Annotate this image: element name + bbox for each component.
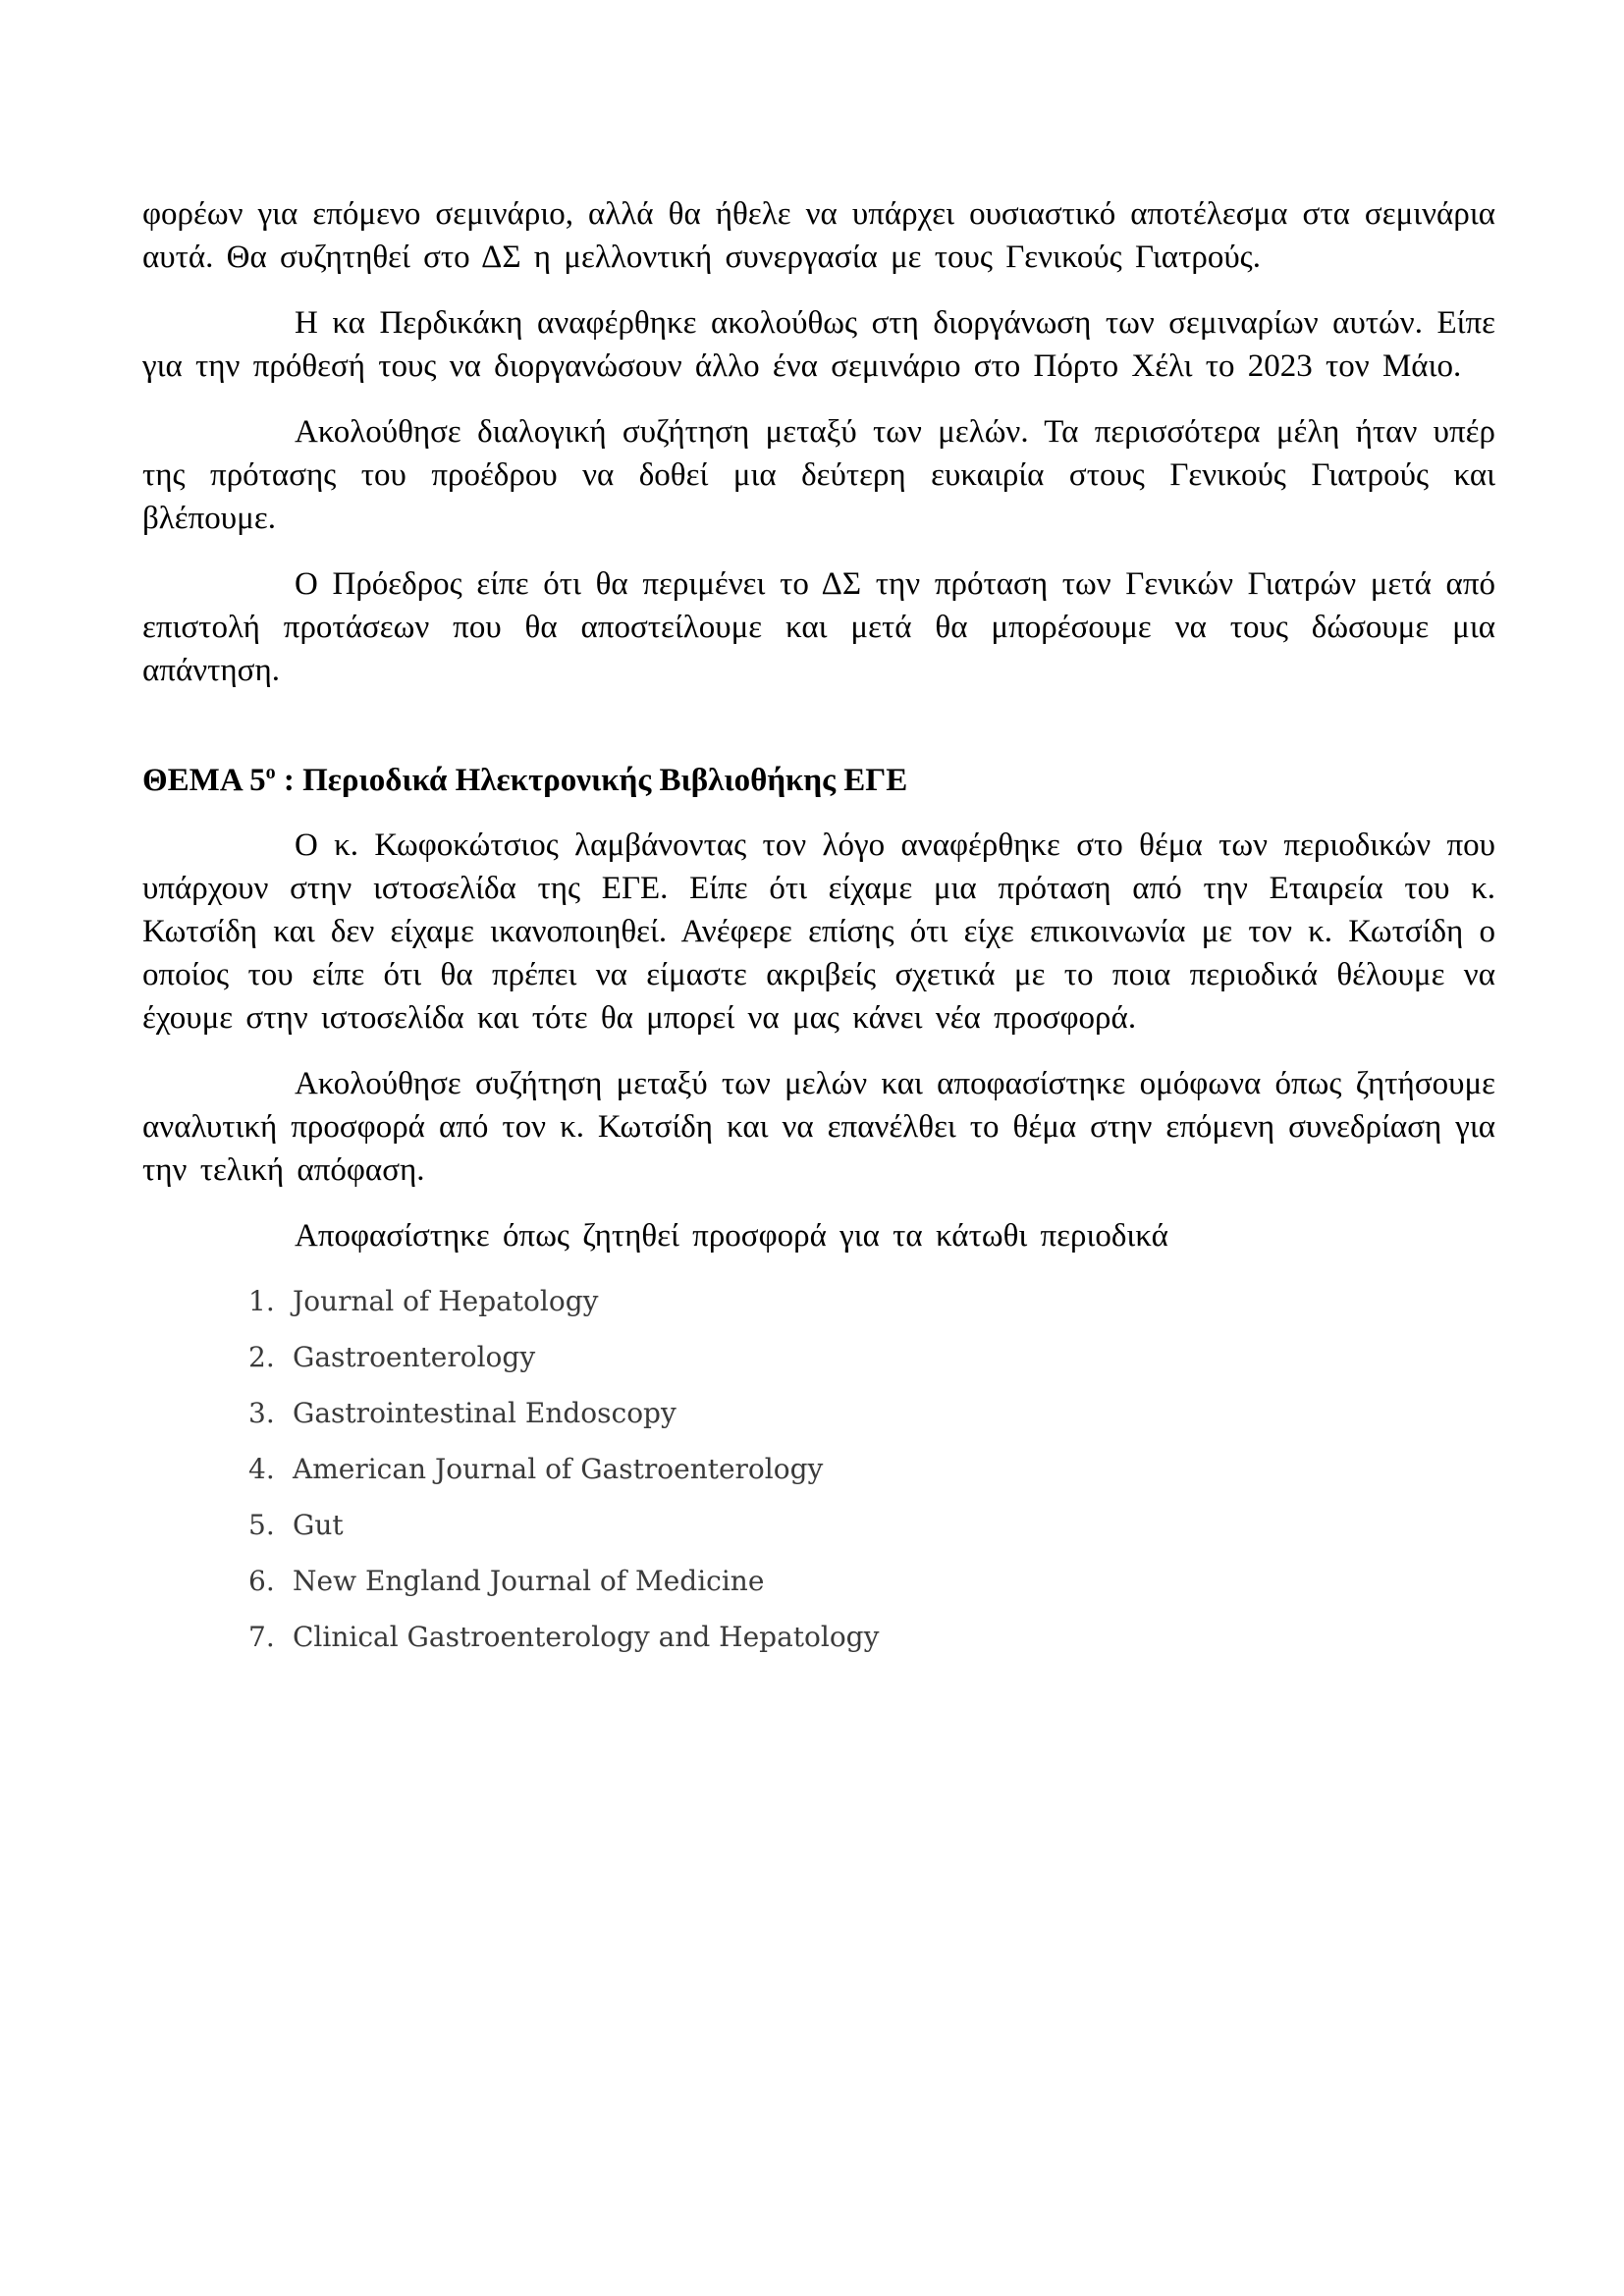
journal-list-item	[142, 1448, 1495, 1491]
topic-heading-title: : Περιοδικά Ηλεκτρονικής Βιβλιοθήκης ΕΓΕ	[275, 763, 908, 798]
paragraph: Η κα Περδικάκη αναφέρθηκε ακολούθως στη διοργάνωση των σεμιναρίων αυτών. Είπε για την πρόθεσή τους να διοργανώσουν άλλο ένα σεμινάριο στο Πόρτο Χέλι το 2023 τον Μάιο.	[142, 305, 1495, 384]
journal-list-item-title: American Journal of Gastroenterology	[293, 1453, 824, 1485]
paragraph-continuation: φορέων για επόμενο σεμινάριο, αλλά θα ήθελε να υπάρχει ουσιαστικό αποτέλεσμα στα σεμινάρια αυτά. Θα συζητηθεί στο ΔΣ η μελλοντική συνεργασία με τους Γενικούς Γιατρούς.	[142, 196, 1495, 275]
journal-list-item-number: 5.	[248, 1509, 275, 1541]
journal-list-item-number: 7.	[248, 1621, 275, 1653]
journal-list-item-title: Gastroenterology	[293, 1341, 536, 1373]
journal-list-item-title: Journal of Hepatology	[293, 1285, 599, 1317]
journal-list	[142, 1280, 1495, 1659]
journal-list-item-title: Gastrointestinal Endoscopy	[293, 1397, 677, 1429]
page-content	[142, 192, 1495, 1672]
journal-list-item-number: 1.	[248, 1285, 275, 1317]
list-intro-paragraph: Αποφασίστηκε όπως ζητηθεί προσφορά για τα κάτωθι περιοδικά	[295, 1218, 1168, 1254]
topic-heading-label: ΘΕΜΑ 5	[142, 763, 266, 798]
journal-list-item	[142, 1336, 1495, 1379]
paragraph: Ο Πρόεδρος είπε ότι θα περιμένει το ΔΣ την πρόταση των Γενικών Γιατρών μετά από επιστολή προτάσεων που θα αποστείλουμε και μετά θα μπορέσουμε να τους δώσουμε μια απάντηση.	[142, 566, 1495, 688]
journal-list-item	[142, 1560, 1495, 1603]
paragraph: Ακολούθησε συζήτηση μεταξύ των μελών και αποφασίστηκε ομόφωνα όπως ζητήσουμε αναλυτική προσφορά από τον κ. Κωτσίδη και να επανέλθει το θέμα στην επόμενη συνεδρίαση για την τελική απόφαση.	[142, 1066, 1495, 1188]
journal-list-item-number: 2.	[248, 1341, 275, 1373]
journal-list-item-number: 6.	[248, 1565, 275, 1597]
journal-list-item-number: 3.	[248, 1397, 275, 1429]
journal-list-item-title: Clinical Gastroenterology and Hepatology	[293, 1621, 880, 1653]
journal-list-item-title: New England Journal of Medicine	[293, 1565, 765, 1597]
journal-list-item-title: Gut	[293, 1509, 344, 1541]
journal-list-item-number: 4.	[248, 1453, 275, 1485]
journal-list-item	[142, 1504, 1495, 1547]
journal-list-item	[142, 1280, 1495, 1323]
journal-list-item	[142, 1392, 1495, 1435]
journal-list-item	[142, 1616, 1495, 1659]
topic-heading	[142, 759, 1495, 802]
paragraph: Ο κ. Κωφοκώτσιος λαμβάνοντας τον λόγο αναφέρθηκε στο θέμα των περιοδικών που υπάρχουν στην ιστοσελίδα της ΕΓΕ. Είπε ότι είχαμε μια πρόταση από την Εταιρεία του κ. Κωτσίδη και δεν είχαμε ικανοποιηθεί. Ανέφερε επίσης ότι είχε επικοινωνία με τον κ. Κωτσίδη ο οποίος του είπε ότι θα πρέπει να είμαστε ακριβείς σχετικά με το ποια περιοδικά θέλουμε να έχουμε στην ιστοσελίδα και τότε θα μπορεί να μας κάνει νέα προσφορά.	[142, 828, 1495, 1036]
paragraph: Ακολούθησε διαλογική συζήτηση μεταξύ των μελών. Τα περισσότερα μέλη ήταν υπέρ της πρότασης του προέδρου να δοθεί μια δεύτερη ευκαιρία στους Γενικούς Γιατρούς και βλέπουμε.	[142, 414, 1495, 536]
topic-heading-superscript: ο	[265, 762, 276, 783]
